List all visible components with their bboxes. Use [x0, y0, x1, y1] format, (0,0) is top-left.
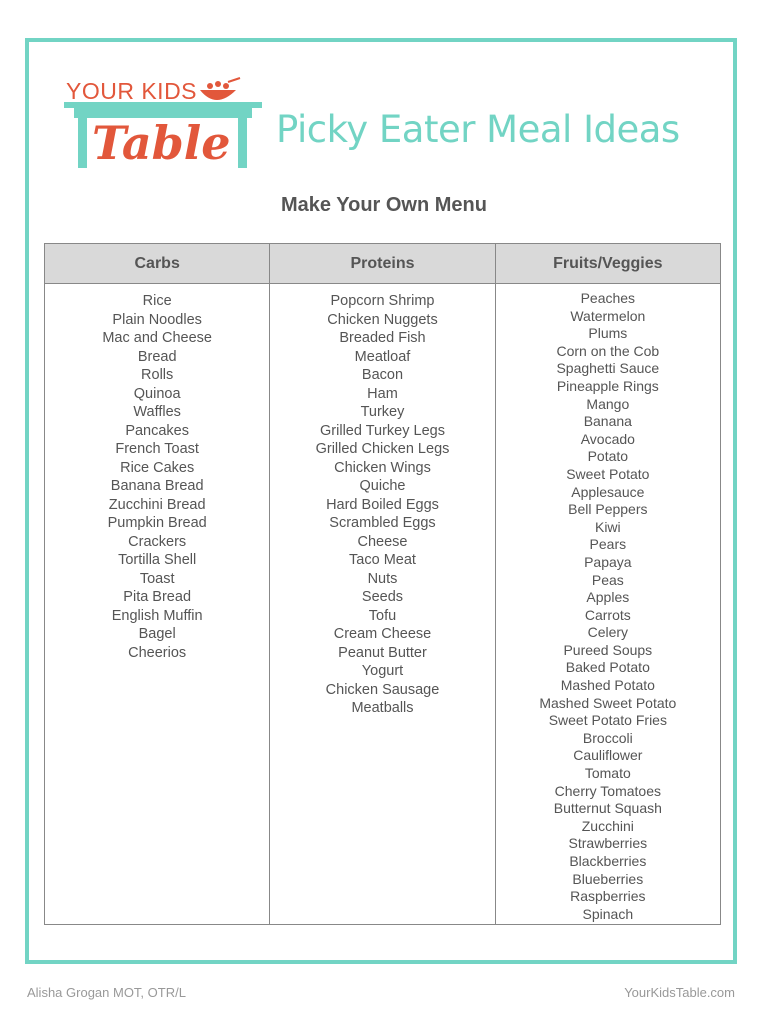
list-item: Zucchini — [581, 817, 634, 834]
list-item: Cauliflower — [573, 747, 643, 764]
list-item: English Muffin — [111, 607, 203, 624]
list-item: Baked Potato — [565, 659, 650, 676]
list-item: Yogurt — [361, 663, 404, 679]
list-item: Carrots — [584, 606, 631, 623]
list-item: Pineapple Rings — [556, 377, 659, 394]
list-item: Bagel — [138, 626, 176, 642]
fruits-veggies-cell — [495, 284, 720, 925]
list-item: Apples — [586, 589, 630, 606]
list-item: Peaches — [580, 290, 636, 306]
list-item: Meatballs — [351, 700, 414, 716]
list-item: Meatloaf — [354, 348, 411, 365]
header-carbs: Carbs — [45, 244, 270, 284]
logo-text: YOUR KIDS — [66, 78, 198, 104]
list-item: Banana — [583, 413, 632, 430]
list-item: Pita Bread — [123, 589, 192, 605]
list-item: Blueberries — [572, 870, 644, 887]
footer-author: Alisha Grogan MOT, OTR/L — [27, 985, 186, 1000]
list-item: Strawberries — [568, 835, 648, 852]
list-item: Mac and Cheese — [102, 330, 212, 346]
list-item: Turkey — [360, 404, 405, 420]
list-item: Broccoli — [582, 729, 633, 746]
fruits-veggies-list — [497, 290, 719, 923]
list-item: Bacon — [361, 367, 404, 383]
list-item: Applesauce — [571, 483, 645, 500]
logo — [64, 76, 264, 186]
list-item: Celery — [587, 624, 629, 641]
list-item: Pancakes — [125, 422, 189, 439]
list-item: Potato — [587, 448, 629, 465]
list-item: Chicken Nuggets — [327, 311, 438, 328]
list-item: Breaded Fish — [339, 330, 426, 346]
list-item: Cheerios — [128, 644, 187, 661]
list-item: Grilled Turkey Legs — [320, 422, 445, 439]
list-item: Popcorn Shrimp — [330, 293, 435, 309]
list-item: Spinach — [582, 905, 634, 922]
list-item: Pears — [589, 536, 627, 553]
list-item: Zucchini Bread — [108, 496, 206, 513]
page-subtitle: Make Your Own Menu — [281, 194, 487, 216]
list-item: Scrambled Eggs — [329, 515, 436, 531]
proteins-cell — [270, 284, 495, 925]
list-item: Banana Bread — [110, 478, 204, 494]
logo-script-text: Table — [92, 116, 231, 170]
list-item: Waffles — [133, 404, 181, 420]
proteins-list — [271, 292, 493, 718]
list-item: Chicken Wings — [334, 459, 431, 476]
list-item: Cherry Tomatoes — [554, 782, 661, 799]
list-item: Avocado — [580, 430, 635, 447]
list-item: Toast — [139, 570, 175, 587]
carbs-list — [46, 292, 268, 662]
list-item: Cheese — [357, 533, 408, 550]
list-item: Butternut Squash — [553, 800, 662, 817]
list-item: Corn on the Cob — [556, 342, 660, 359]
list-item: Papaya — [584, 553, 632, 570]
list-item: Quiche — [359, 478, 406, 494]
list-item: Plums — [588, 325, 628, 342]
list-item: Mashed Sweet Potato — [539, 694, 677, 711]
list-item: Rolls — [141, 367, 174, 383]
list-item: Ham — [367, 385, 398, 402]
list-item: Sweet Potato — [566, 465, 650, 482]
list-item: Cream Cheese — [333, 626, 432, 642]
header-proteins: Proteins — [270, 244, 495, 284]
list-item: Kiwi — [594, 518, 621, 535]
list-item: Quinoa — [133, 385, 181, 402]
list-item: Chicken Sausage — [325, 681, 440, 698]
list-item: Rice Cakes — [120, 459, 195, 476]
list-item: Taco Meat — [349, 552, 416, 568]
carbs-cell — [45, 284, 270, 925]
list-item: Spaghetti Sauce — [556, 360, 660, 377]
list-item: Crackers — [128, 533, 187, 550]
list-item: Tomato — [584, 765, 631, 782]
list-item: Tortilla Shell — [118, 552, 197, 568]
table-row — [45, 284, 721, 925]
list-item: Plain Noodles — [112, 311, 202, 328]
list-item: Pureed Soups — [563, 641, 653, 658]
table-header-row — [45, 244, 721, 284]
list-item: Rice — [142, 293, 172, 309]
footer-website: YourKidsTable.com — [624, 985, 735, 1000]
list-item: Tofu — [368, 607, 397, 624]
list-item: Pumpkin Bread — [107, 515, 207, 531]
list-item: Peanut Butter — [338, 644, 427, 661]
list-item: Bell Peppers — [568, 501, 648, 518]
page-title: Picky Eater Meal Ideas — [276, 108, 680, 151]
list-item: Peas — [591, 571, 624, 588]
list-item: Nuts — [367, 570, 398, 587]
list-item: Sweet Potato Fries — [548, 712, 667, 729]
header-fruits-veggies: Fruits/Veggies — [495, 244, 720, 284]
list-item: Bread — [137, 348, 177, 365]
list-item: Mashed Potato — [560, 677, 655, 694]
list-item: French Toast — [115, 441, 199, 457]
list-item: Grilled Chicken Legs — [315, 441, 450, 457]
list-item: Mango — [586, 395, 630, 412]
list-item: Raspberries — [570, 888, 646, 905]
list-item: Watermelon — [570, 307, 646, 324]
list-item: Seeds — [361, 589, 404, 605]
list-item: Blackberries — [569, 853, 647, 869]
menu-table — [44, 243, 721, 925]
list-item: Hard Boiled Eggs — [326, 496, 439, 513]
